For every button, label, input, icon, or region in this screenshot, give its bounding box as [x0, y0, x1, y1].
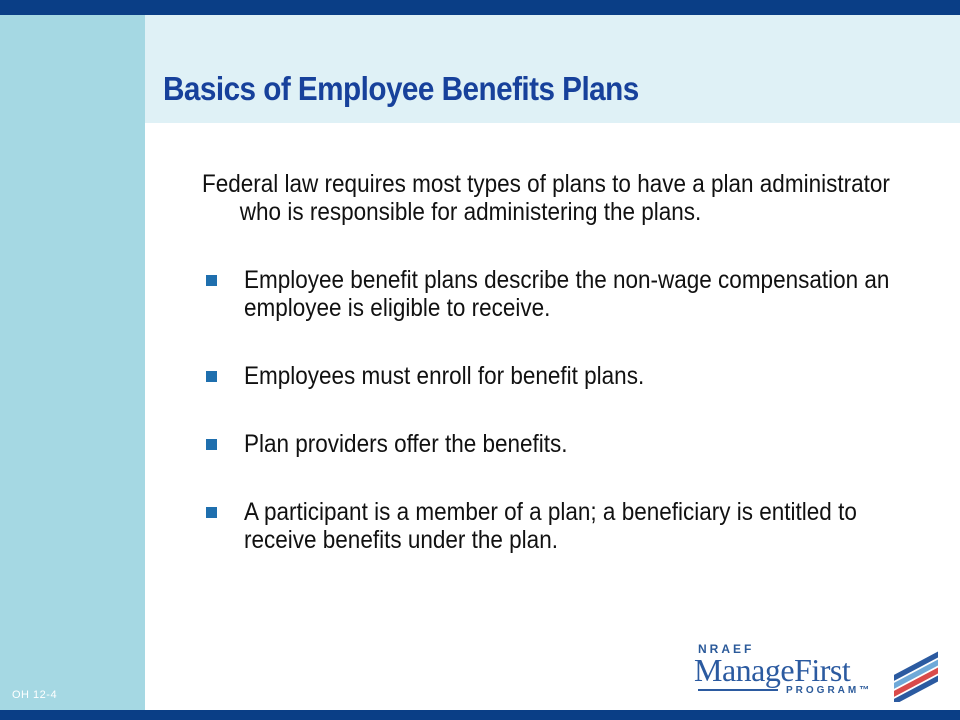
bullet-list [202, 266, 902, 554]
slide-body [202, 170, 902, 594]
bullet-item [202, 430, 902, 458]
bottom-bar [0, 710, 960, 720]
managefirst-logo [690, 640, 950, 704]
bullet-text: A participant is a member of a plan; a beneficiary is entitled to receive benefits under the plan. [244, 498, 857, 554]
square-bullet-icon [206, 371, 217, 382]
square-bullet-icon [206, 439, 217, 450]
bullet-text: Plan providers offer the benefits. [244, 430, 568, 458]
logo-top-text: NRAEF [698, 642, 755, 656]
top-bar [0, 0, 960, 15]
bullet-item [202, 362, 902, 390]
stacked-books-icon [892, 644, 944, 702]
slide-title: Basics of Employee Benefits Plans [163, 70, 639, 107]
square-bullet-icon [206, 507, 217, 518]
bullet-item [202, 498, 902, 554]
slide-code: OH 12-4 [12, 689, 58, 701]
logo-rule [698, 689, 778, 691]
intro-paragraph: Federal law requires most types of plans to have a plan administrator who is responsible for administering the plans. [202, 170, 890, 226]
bullet-text: Employees must enroll for benefit plans. [244, 362, 645, 390]
logo-sub-text: PROGRAM™ [786, 685, 873, 696]
left-band [0, 15, 145, 710]
bullet-text: Employee benefit plans describe the non-wage compensation an employee is eligible to receive. [244, 266, 890, 322]
bullet-item [202, 266, 902, 322]
logo-main-text: ManageFirst [694, 652, 851, 688]
square-bullet-icon [206, 275, 217, 286]
